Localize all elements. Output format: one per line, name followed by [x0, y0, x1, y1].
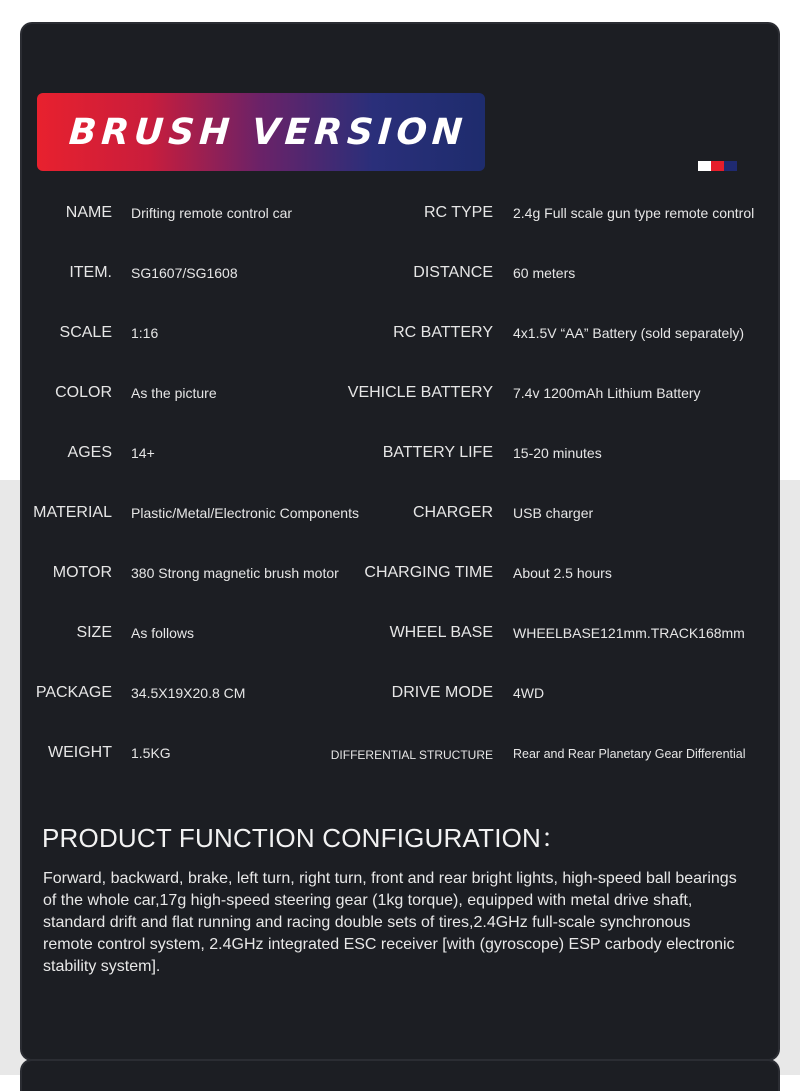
spec-value-2: 4WD: [513, 685, 545, 701]
flag-stripe-white: [698, 161, 711, 171]
spec-row: [22, 664, 778, 724]
spec-label-2: DRIVE MODE: [391, 684, 493, 701]
spec-row: [22, 484, 778, 544]
spec-value: 1.5KG: [131, 745, 171, 761]
function-description: Forward, backward, brake, left turn, right turn, front and rear bright lights, high-speed ball bearings of the whole car,17g high-speed steering gear (1kg torque), equipped with metal drive shaft, standard drift and flat running and racing double sets of tires,2.4GHz full-scale synchronous remote control system, 2.4GHz integrated ESC receiver [with (gyroscope) ESP carbody electronic stability system].: [43, 870, 737, 975]
spec-value-2: About 2.5 hours: [513, 565, 612, 581]
spec-label: COLOR: [55, 384, 112, 401]
spec-label-2: VEHICLE BATTERY: [347, 384, 493, 401]
spec-row: [22, 304, 778, 364]
spec-label-2: DISTANCE: [413, 264, 493, 281]
spec-label: AGES: [67, 444, 112, 461]
spec-row: [22, 724, 778, 784]
spec-value: 14+: [131, 445, 155, 461]
spec-value: 1:16: [131, 325, 159, 341]
flag-stripe-red: [711, 161, 724, 171]
spec-row: [22, 244, 778, 304]
spec-label: NAME: [65, 204, 112, 221]
spec-value: 34.5X19X20.8 CM: [131, 685, 246, 701]
spec-label: MATERIAL: [33, 504, 112, 521]
spec-value-2: 2.4g Full scale gun type remote control: [513, 205, 755, 221]
spec-label-2: DIFFERENTIAL STRUCTURE: [330, 748, 493, 762]
spec-value-2: 15-20 minutes: [513, 445, 602, 461]
spec-label: PACKAGE: [35, 684, 112, 701]
spec-row: [22, 424, 778, 484]
spec-value-2: USB charger: [513, 505, 594, 521]
spec-label-2: RC TYPE: [423, 204, 493, 221]
next-panel-edge: [22, 1061, 778, 1091]
spec-value-2: 4x1.5V “AA” Battery (sold separately): [513, 325, 745, 341]
flag-stripe-blue: [724, 161, 737, 171]
spec-value: As the picture: [131, 385, 217, 401]
spec-row: [22, 364, 778, 424]
spec-value: As follows: [131, 625, 195, 641]
spec-label-2: CHARGER: [412, 504, 493, 521]
spec-value: Drifting remote control car: [131, 205, 293, 221]
spec-label: ITEM.: [69, 264, 112, 281]
version-banner: [37, 93, 485, 171]
spec-label: SCALE: [59, 324, 112, 341]
spec-label: SIZE: [76, 624, 112, 641]
spec-value-2: Rear and Rear Planetary Gear Differential: [513, 747, 746, 761]
spec-label-2: CHARGING TIME: [364, 564, 493, 581]
spec-label-2: BATTERY LIFE: [382, 444, 493, 461]
spec-row: [22, 184, 778, 244]
spec-label-2: WHEEL BASE: [389, 624, 493, 641]
function-title: PRODUCT FUNCTION CONFIGURATION：: [42, 823, 568, 853]
spec-value-2: WHEELBASE121mm.TRACK168mm: [513, 625, 745, 641]
spec-value: SG1607/SG1608: [131, 265, 238, 281]
spec-value: Plastic/Metal/Electronic Components: [131, 505, 359, 521]
spec-label-2: RC BATTERY: [393, 324, 493, 341]
flag-icon: [698, 161, 737, 171]
banner-title: BRUSH VERSION: [67, 111, 469, 153]
spec-value-2: 60 meters: [513, 265, 576, 281]
spec-row: [22, 604, 778, 664]
spec-label: WEIGHT: [48, 744, 112, 761]
spec-label: MOTOR: [52, 564, 112, 581]
spec-row: [22, 544, 778, 604]
spec-value: 380 Strong magnetic brush motor: [131, 565, 339, 581]
spec-value-2: 7.4v 1200mAh Lithium Battery: [513, 385, 701, 401]
